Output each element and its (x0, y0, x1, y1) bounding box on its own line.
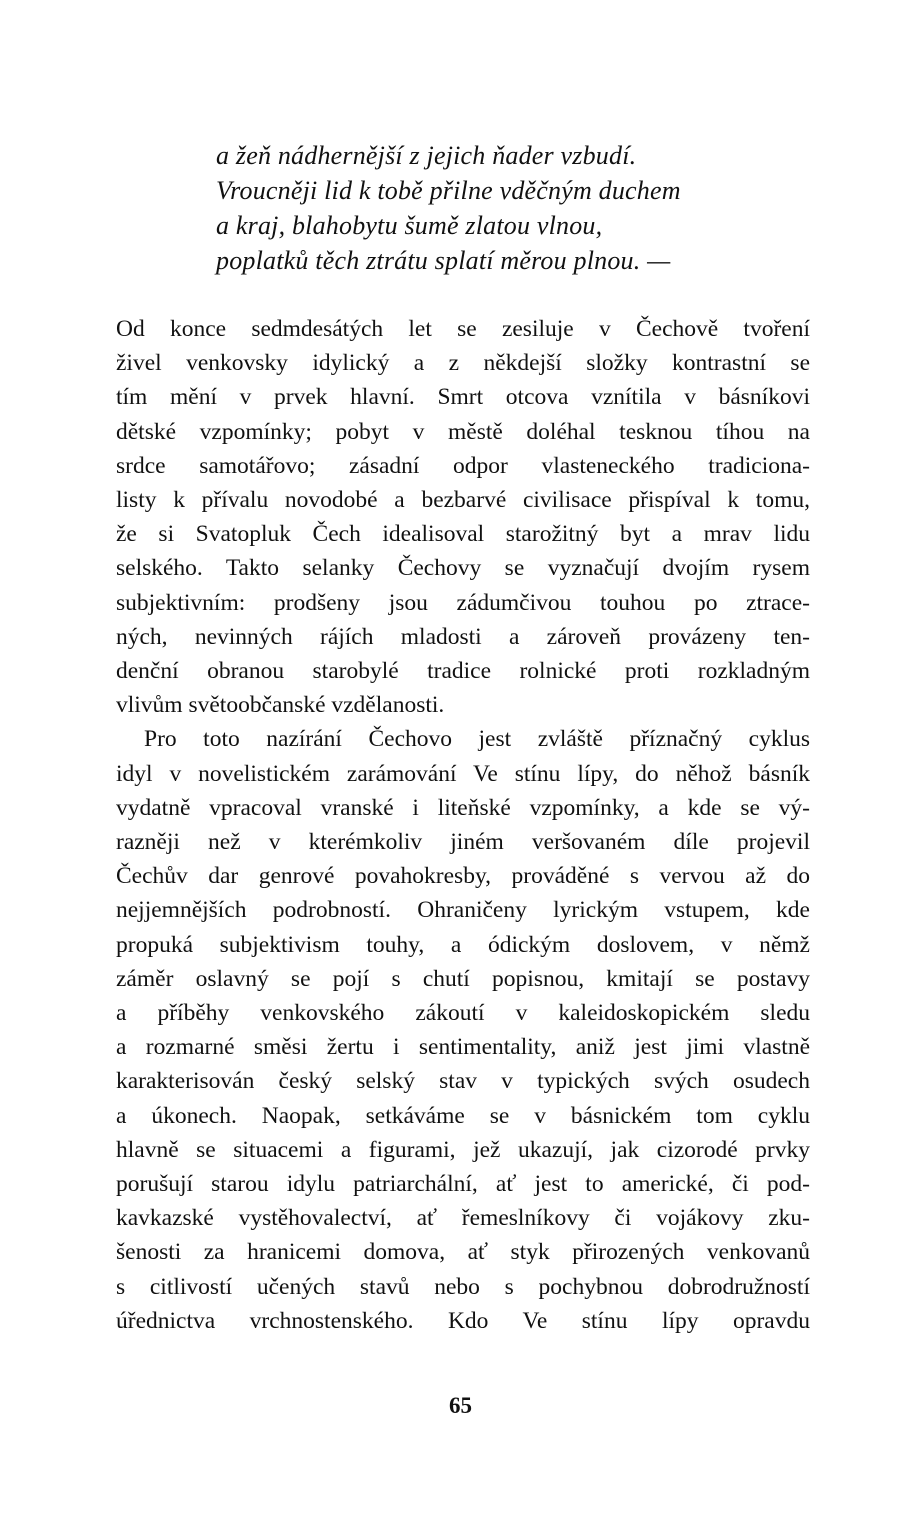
text-line: vydatně vpracoval vranské i liteňské vzpomínky, a kde se vý- (116, 794, 810, 821)
poem-line: a kraj, blahobytu šumě zlatou vlnou, (216, 211, 603, 240)
text-line: razněji než v kterémkoliv jiném veršovaném díle projevil (116, 829, 810, 856)
poem-line: a žeň nádhernější z jejich ňader vzbudí. (216, 141, 637, 170)
text-line: dětské vzpomínky; pobyt v městě doléhal tesknou tíhou na (116, 418, 810, 445)
text-line: tím mění v prvek hlavní. Smrt otcova vznítila v básníkovi (116, 384, 810, 411)
text-line: a příběhy venkovského zákoutí v kaleidoskopickém sledu (116, 1000, 810, 1027)
paragraph-2 (116, 722, 810, 1338)
text-line: srdce samotářovo; zásadní odpor vlasteneckého tradiciona- (116, 452, 810, 479)
text-line: vlivům světoobčanské vzdělanosti. (116, 692, 445, 719)
text-line: že si Svatopluk Čech idealisoval starožitný byt a mrav lidu (116, 521, 810, 548)
poem-line: poplatků těch ztrátu splatí měrou plnou. — (216, 246, 671, 275)
text-line: listy k přívalu novodobé a bezbarvé civilisace přispíval k tomu, (116, 487, 810, 514)
text-line: karakterisován český selský stav v typických svých osudech (116, 1068, 810, 1095)
text-line: šenosti za hranicemi domova, ať styk přirozených venkovanů (116, 1239, 810, 1266)
text-line: hlavně se situacemi a figurami, jež ukazují, jak cizorodé prvky (116, 1136, 810, 1163)
text-line: záměr oslavný se pojí s chutí popisnou, kmitají se postavy (116, 965, 810, 992)
text-line: živel venkovsky idylický a z někdejší složky kontrastní se (116, 350, 810, 377)
text-line: úřednictva vrchnostenského. Kdo Ve stínu lípy opravdu (116, 1307, 810, 1334)
text-line: idyl v novelistickém zarámování Ve stínu lípy, do něhož básník (116, 760, 810, 787)
text-line: propuká subjektivism touhy, a ódickým doslovem, v němž (116, 931, 810, 958)
text-line: porušují starou idylu patriarchální, ať jest to americké, či pod- (116, 1171, 810, 1198)
poem-line: Vroucněji lid k tobě přilne vděčným duchem (216, 176, 681, 205)
text-line: selského. Takto selanky Čechovy se vyznačují dvojím rysem (116, 555, 810, 582)
text-line: denční obranou starobylé tradice rolnické proti rozkladným (116, 658, 810, 685)
text-line: subjektivním: prodšeny jsou zádumčivou touhou po ztrace- (116, 589, 810, 616)
page-number: 65 (449, 1393, 472, 1418)
text-line: a rozmarné směsi žertu i sentimentality, aniž jest jimi vlastně (116, 1034, 810, 1061)
text-line: ných, nevinných rájích mladosti a zároveň provázeny ten- (116, 623, 810, 650)
text-line: nejjemnějších podrobností. Ohraničeny lyrickým vstupem, kde (116, 897, 810, 924)
paragraph-1 (116, 312, 810, 722)
text-line: s citlivostí učených stavů nebo s pochybnou dobrodružností (116, 1273, 810, 1300)
text-line: Čechův dar genrové povahokresby, prováděné s vervou až do (116, 863, 810, 890)
poem-excerpt (216, 138, 836, 278)
text-line: a úkonech. Naopak, setkáváme se v básnickém tom cyklu (116, 1102, 810, 1129)
body-text (116, 312, 810, 1338)
text-line: kavkazské vystěhovalectví, ať řemeslníkovy či vojákovy zku- (116, 1205, 810, 1232)
text-line: Od konce sedmdesátých let se zesiluje v Čechově tvoření (116, 316, 810, 342)
text-line: Pro toto nazírání Čechovo jest zvláště příznačný cyklus (144, 726, 810, 753)
